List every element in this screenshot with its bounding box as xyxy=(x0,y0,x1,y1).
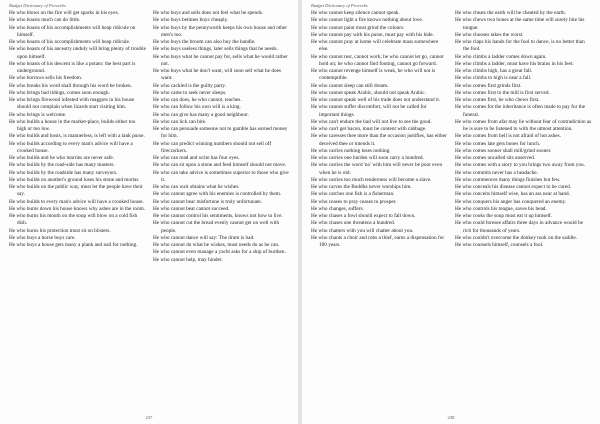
proverb-entry: He who blows on the fire will get sparks in his eyes. xyxy=(9,10,119,16)
proverb-entry: He who cannot agree with his enemies is controlled by them. xyxy=(153,191,282,198)
proverb-entry: He who climbs to high is near a fall. xyxy=(455,75,532,82)
proverb-entry: He who buys a house gets many a plank and nail for nothing. xyxy=(9,242,138,248)
proverb-entry: He who cannot rest, cannot work; he who cannot let go, cannot hold on; he who cannot find footing, cannot go forward. xyxy=(311,53,444,67)
proverb-entry: He who brings firewood infested with maggots in his house should not complain when lizards start visiting him. xyxy=(9,97,135,111)
proverb-entry: He who can wait obtains what he wishes. xyxy=(153,184,240,190)
proverb-entry: He who caresses thee more than the occasion justifies, has either deceived thee or intends it. xyxy=(311,133,447,147)
proverb-entry: He who can follow his own will is a king. xyxy=(153,104,241,111)
proverb-entry: He who comes first to the mill is first served. xyxy=(455,89,550,96)
proverb-entry: He who ceases to pray ceases to prosper. xyxy=(311,198,397,205)
proverb-entry: He who claps his hands for the fool to dance, is no better than the fool. xyxy=(455,39,585,53)
proverb-entry: He who chases a fowl should expect to fall down. xyxy=(311,213,416,219)
proverb-entry: He who cannot revenge himself is weak, he who will not is contemptible. xyxy=(311,68,436,82)
proverb-entry: He who cannot suffer discomfort, will not be called for important things. xyxy=(311,104,427,118)
proverb-entry: He who comes sooner shall mill/grind sooner. xyxy=(455,147,552,154)
proverb-entry: He who can predict winning numbers should not sell off firecrackers. xyxy=(153,140,272,154)
proverb-entry: He who cannot control his sentiments, knows not how to live. xyxy=(153,213,283,219)
proverb-entry: He who chants a choir and robs a thief, earns a dispensation for 100 years. xyxy=(311,234,445,248)
proverb-entry: He who cannot dance will say: The drum is bad. xyxy=(153,234,255,241)
proverb-entry: He who brings bad tidings, comes soon enough. xyxy=(9,89,110,96)
page-number: 238 xyxy=(447,415,455,420)
proverb-entry: He who buys useless things, later sells things that he needs. xyxy=(153,46,278,53)
proverb-entry: He who cannot help, may hinder. xyxy=(153,256,223,263)
proverb-entry: He who cackled is the guilty party. xyxy=(153,82,226,89)
proverb-entry: He who chooses takes the worst. xyxy=(455,31,524,38)
proverb-entry: He who commences many things finishes but few. xyxy=(455,176,561,183)
proverb-entry: He who borrows sells his freedom. xyxy=(9,75,83,82)
column xyxy=(9,10,146,410)
proverb-entry: He who cooks the soup must eat it up himself. xyxy=(455,213,553,219)
proverb-entry: He who cannot cut the bread evenly cannot get on well with people. xyxy=(153,220,280,234)
proverb-entry: He who boasts of his ancestry unduly will bring plenty of trouble upon himself. xyxy=(9,46,146,60)
proverb-entry: He who can read and write has four eyes. xyxy=(153,155,240,161)
page-number: 237 xyxy=(145,415,153,420)
proverb-entry: He who builds to every man's advice will have a crooked house. xyxy=(9,198,144,205)
proverb-entry: He who boasts much can do little. xyxy=(9,17,81,24)
column xyxy=(153,10,290,410)
proverb-entry: He who chases one threatens a hundred. xyxy=(311,220,396,227)
proverb-entry: He who buys and sells does not feel what he spends. xyxy=(153,10,264,16)
proverb-entry: He who cannot even manage a yacht asks for a ship of burthen. xyxy=(153,249,286,256)
proverb-entry: He who builds by the roadside has many surveyors. xyxy=(9,169,118,176)
proverb-entry: He who conquers his anger has conquered an enemy. xyxy=(455,198,567,205)
proverb-entry: He who builds on another's ground loses his stone and mortar. xyxy=(9,176,140,183)
proverb-entry: He who boasts of his descent is like a potato: the best part is underground. xyxy=(9,60,136,74)
proverb-entry: He who buys a horse buys care. xyxy=(9,234,76,241)
proverb-entry: He who boasts of his accomplishments will heap ridicule on himself. xyxy=(9,24,136,38)
proverb-entry: He who carries too much tenderness will become a slave. xyxy=(311,176,432,183)
proverb-entry: He who can sit upon a stone and feed himself should not move. xyxy=(153,162,287,169)
proverb-entry: He who couldn't overcome the donkey took on the saddle. xyxy=(455,234,577,241)
proverb-entry: He who carries one burden will soon carry a hundred. xyxy=(311,155,424,161)
proverb-entry: He who carries the word 'no' with him will never be poor even when he is old. xyxy=(311,162,443,176)
proverb-entry: He who builds according to every man's advice will have a crooked house. xyxy=(9,140,133,154)
proverb-entry: He who buys what he don't want, will soon sell what he does want. xyxy=(153,68,281,82)
proverb-entry: He who conceals his disease cannot expect to be cured. xyxy=(455,184,572,190)
proverb-entry: He who cannot pay with his purse, must pay with his hide. xyxy=(311,31,434,38)
proverb-entry: He who comes first, he who chews first. xyxy=(455,97,540,103)
proverb-entry: He who cheats the earth will be cheated by the earth. xyxy=(455,10,566,16)
proverb-entry: He who can give has many a good neighbour. xyxy=(153,111,249,118)
proverb-entry: He who can't endure the bad will not live to see the good. xyxy=(311,118,432,125)
proverb-entry: He who comes from hell is not afraid of hot ashes. xyxy=(455,133,561,140)
column xyxy=(311,10,448,410)
proverb-entry: He who buys by the pennyworth keeps his own house and other men's too. xyxy=(153,24,287,38)
proverb-entry: He who burns down his house knows why ashes are in the room. xyxy=(9,205,146,212)
proverb-entry: He who carves the Buddha never worships him. xyxy=(311,184,412,190)
proverb-entry: He who carries nothing loses nothing. xyxy=(311,147,391,154)
proverb-entry: He who chews two bones at the same time will surely bite his tongue. xyxy=(455,17,585,31)
proverb-entry: He who burns his mouth on the soup will blow on a cold fish dish. xyxy=(9,213,138,227)
proverb-entry: He who comes uncalled sits unserved. xyxy=(455,155,536,161)
proverb-entry: He who builds and he who marries are never safe. xyxy=(9,155,114,161)
proverb-entry: He who came to seek never sleeps. xyxy=(153,89,227,96)
proverb-entry: He who can persuade someone not to gamble has earned money for him. xyxy=(153,126,288,140)
proverb-entry: He who builds and hosts, is mannerless, is left with a lank purse. xyxy=(9,133,145,140)
proverb-entry: He who cannot sleep can still dream. xyxy=(311,82,389,89)
proverb-entry: He who controls his tongue, saves his head. xyxy=(455,205,547,212)
proverb-entry: He who conceits himself wise, has an ass near at hand. xyxy=(455,191,570,198)
proverb-entry: He who catches one fish is a fisherman. xyxy=(311,191,395,198)
proverb-entry: He who could foresee affairs three days in advance would be rich for thousands of years. xyxy=(455,220,583,234)
proverb-entry: He who climbs a ladder, must have his brains in his feet. xyxy=(455,60,574,67)
proverb-entry: He who can't get bacon, must be content with cabbage. xyxy=(311,126,427,132)
proverb-entry: He who builds by the road-side has many masters. xyxy=(9,162,115,169)
proverb-entry: He who comes for the inheritance is often made to pay for the funeral. xyxy=(455,104,586,118)
proverb-entry: He who cannot speak Arabic, should not speak Arabic. xyxy=(311,89,426,96)
proverb-entry: He who cannot speak well of his trade does not understand it. xyxy=(311,97,441,103)
proverb-entry: He who burns his protection must sit on blisters. xyxy=(9,227,111,234)
proverb-entry: He who comes late gets bones for lunch. xyxy=(455,140,541,147)
proverb-entry: He who can take advice is sometimes superior to those who give it. xyxy=(153,169,289,183)
proverb-entry: He who cannot bear misfortune is truly unfortunate. xyxy=(153,198,263,205)
left-page xyxy=(0,0,298,424)
proverb-entry: He who can does, he who cannot, teaches. xyxy=(153,97,242,103)
proverb-entry: He who counsels himself, counsels a fool. xyxy=(455,242,544,248)
proverb-entry: He who cannot beat cannot succeed. xyxy=(153,205,230,212)
proverb-entry: He who comes with a story to you brings two away from you. xyxy=(455,162,585,169)
proverb-entry: He who cannot paint must grind the colours. xyxy=(311,24,405,31)
proverb-entry: He who builds on the public way, must let the people have their say. xyxy=(9,184,143,198)
right-page xyxy=(302,0,600,424)
proverb-entry: He who chatters with you will chatter about you. xyxy=(311,227,414,234)
proverb-entry: He who boasts of his accomplishments will heap ridicule. xyxy=(9,39,131,45)
proverb-entry: He who comes from afar may lie without fear of contradiction as he is sure to be listened to with the utmost attention. xyxy=(455,118,592,132)
proverb-entry: He who brings is welcome. xyxy=(9,111,67,118)
proverb-entry: He who buys the broom can also buy the handle. xyxy=(153,39,256,45)
proverb-entry: He who changes, suffers. xyxy=(311,205,364,212)
proverb-entry: He who commits never has a headache. xyxy=(455,169,538,176)
proverb-entry: He who buys betimes buys cheaply. xyxy=(153,17,229,24)
proverb-entry: He who climbs high, has a great fall. xyxy=(455,68,533,74)
proverb-entry: He who cannot pray at home will celebrate mass somewhere else. xyxy=(311,39,439,53)
proverb-entry: He who comes first grinds first. xyxy=(455,82,522,89)
column xyxy=(455,10,592,410)
proverb-entry: He who breaks his word shall through his word be broken. xyxy=(9,82,132,89)
proverb-entry: He who buys what he cannot pay for, sells what he would rather not. xyxy=(153,53,288,67)
proverb-entry: He who climbs a ladder comes down again. xyxy=(455,53,547,60)
proverb-entry: He who can lick can bite. xyxy=(153,118,207,125)
proverb-entry: He who cannot do what he wishes, must needs do as he can. xyxy=(153,242,280,248)
proverb-entry: He who cannot light a fire knows nothing about love. xyxy=(311,17,423,24)
proverb-entry: He who builds a house in the market-place, builds either too high or too low. xyxy=(9,118,136,132)
proverb-entry: He who cannot keep silence cannot speak. xyxy=(311,10,400,16)
running-head: Budget Dictionary of Proverbs xyxy=(311,3,368,8)
running-head: Budget Dictionary of Proverbs xyxy=(9,3,66,8)
